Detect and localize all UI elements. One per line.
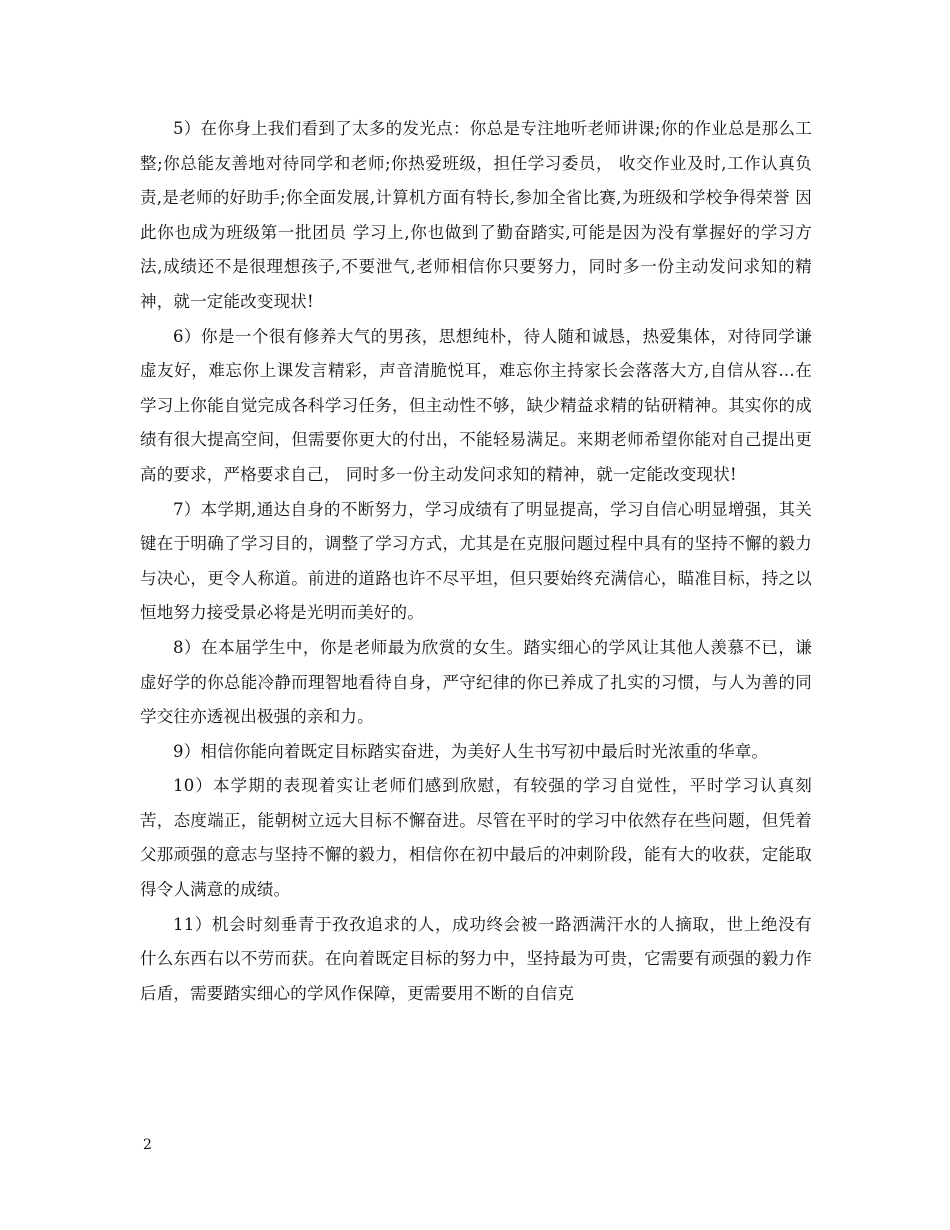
paragraph-10: 10）本学期的表现着实让老师们感到欣慰，有较强的学习自觉性，平时学习认真刻苦，态度端正，能朝树立远大目标不懈奋进。尽管在平时的学习中依然存在些问题，但凭着父那顽强的意志与坚持不懈的毅力，相信你在初中最后的冲刺阶段，能有大的收获，定能取得令人满意的成绩。: [140, 776, 812, 900]
paragraph-11: 11）机会时刻垂青于孜孜追求的人，成功终会被一路洒满汗水的人摘取，世上绝没有什么东西右以不劳而获。在向着既定目标的努力中，坚持最为可贵，它需要有顽强的毅力作后盾，需要踏实细心的学风作保障，更需要用不断的自信克: [140, 914, 812, 1003]
page-number: 2: [143, 1137, 152, 1153]
paragraph-8: 8）在本届学生中，你是老师最为欣赏的女生。踏实细心的学风让其他人羡慕不已，谦虚好学的你总能冷静而理智地看待自身，严守纪律的你已养成了扎实的习惯，与人为善的同学交往亦透视出极强的亲和力。: [140, 637, 812, 727]
paragraph-5: 5）在你身上我们看到了太多的发光点：你总是专注地听老师讲课;你的作业总是那么工整;你总能友善地对待同学和老师;你热爱班级，担任学习委员， 收交作业及时,工作认真负责,是老师的好助手;你全面发展,计算机方面有特长,参加全省比赛,为班级和学校争得荣誉 因此你也成为班级第一批团员 学习上,你也做到了勤奋踏实,可能是因为没有掌握好的学习方法,成绩还不是很理想孩子,不要泄气,老师相信你只要努力，同时多一份主动发问求知的精神，就一定能改变现状!: [140, 119, 812, 311]
paragraph-6: 6）你是一个很有修养大气的男孩，思想纯朴，待人随和诚恳，热爱集体，对待同学谦虚友好，难忘你上课发言精彩，声音清脆悦耳，难忘你主持家长会落落大方,自信从容…在学习上你能自觉完成各科学习任务，但主动性不够，缺少精益求精的钻研精神。其实你的成绩有很大提高空间，但需要你更大的付出，不能轻易满足。来期老师希望你能对自己提出更高的要求，严格要求自己， 同时多一份主动发问求知的精神，就一定能改变现状!: [140, 326, 812, 484]
paragraph-9: 9）相信你能向着既定目标踏实奋进，为美好人生书写初中最后时光浓重的华章。: [173, 741, 769, 761]
document-body: [140, 112, 812, 1011]
paragraph-7: 7）本学期,通达自身的不断努力，学习成绩有了明显提高，学习自信心明显增强，其关键在于明确了学习目的，调整了学习方式，尤其是在克服问题过程中具有的坚持不懈的毅力与决心，更令人称道。前进的道路也许不尽平坦，但只要始终充满信心，瞄准目标，持之以恒地努力接受景必将是光明而美好的。: [140, 499, 812, 623]
